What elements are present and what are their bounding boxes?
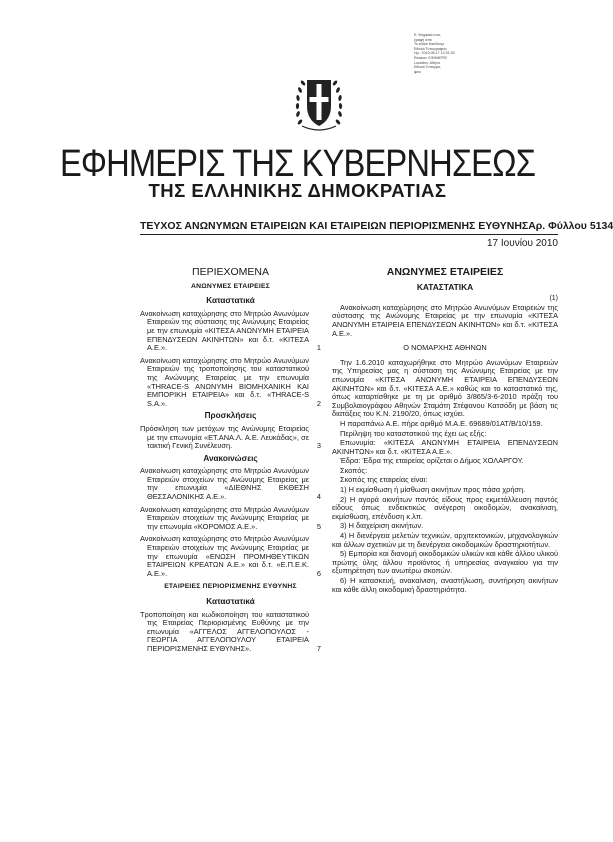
- toc-entry-text: Τροποποίηση και κωδικοποίηση του καταστατικού της Εταιρείας Περιορισμένης Ευθύνης με την επωνυμία «ΑΓΓΕΛΟΣ ΑΓΓΕΛΟΠΟΥΛΟΣ - ΓΕΩΡΓΙΑ ΑΓΓΕΛΟΠΟΥΛΟΥ ΕΤΑΙΡΕΙΑ ΠΕΡΙΟΡΙΣΜΕΝΗΣ ΕΥΘΥΝΗΣ».: [140, 609, 309, 653]
- stamp-line: Reason: ΕΦΗΜΕΡΙΣ: [414, 55, 448, 60]
- article-paragraph: Την 1.6.2010 καταχωρήθηκε στο Μητρώο Ανωνύμων Εταιρειών της Υπηρεσίας μας η σύσταση της Ανώνυμης Εταιρείας με την επωνυμία «ΚΙΤΕΣΑ ΑΝΩΝΥΜΗ ΕΤΑΙΡΕΙΑ ΕΠΕΝΔΥΣΕΩΝ ΑΚΙΝΗΤΩΝ» και δ.τ. «ΚΙΤΕΣΑ Α.Ε.» καθώς και το καταστατικό της, όπως καταρτίσθηκε με τη με αριθμό 3/865/3-6-2010 πράξη του Συμβολαιογράφου Αθηνών Σταμάτη Στέφανου Κατσόδη με βάση τις διατάξεις του Κ.Ν. 2190/20, όπως ισχύει.: [332, 357, 558, 419]
- article-paragraph: 3) Η διαχείριση ακινήτων.: [340, 521, 424, 531]
- stamp-line: γραφή από: [414, 37, 432, 42]
- toc-entry-text: Ανακοίνωση καταχώρησης στο Μητρώο Ανωνύμων Εταιρειών στοιχείων της Ανώνυμης Εταιρείας με την επωνυμία «ΕΝΩΣΗ ΠΡΟΜΗΘΕΥΤΙΚΩΝ ΕΤΑΙΡΕΙΩΝ ΚΡΕΑΤΩΝ Α.Ε.» και δ.τ. «Ε.Π.Ε.Κ. Α.Ε.».: [140, 534, 309, 578]
- toc-entry-text: Ανακοίνωση καταχώρησης στο Μητρώο Ανωνύμων Εταιρειών της τροποποίησης του καταστατικού της Ανώνυμης Εταιρείας με την επωνυμία «THRACE-S ΑΝΩΝΥΜΗ ΒΙΟΜΗΧΑΝΙΚΗ ΚΑΙ ΕΜΠΟΡΙΚΗ ΕΤΑΙΡΕΙΑ» και δ.τ. «THRACE-S S.A.».: [140, 355, 309, 408]
- article-subheading: ΚΑΤΑΣΤΑΤΙΚΑ: [416, 281, 474, 292]
- stamp-line: Ημ.: 2010.06.17 12:31:30: [414, 51, 455, 56]
- article-number: (1): [549, 295, 558, 303]
- toc-entry-text: Ανακοίνωση καταχώρησης στο Μητρώο Ανωνύμων Εταιρειών της σύστασης της Ανώνυμης Εταιρείας με την επωνυμία «ΚΙΤΕΣΑ ΑΝΩΝΥΜΗ ΕΤΑΙΡΕΙΑ ΕΠΕΝΔΥΣΕΩΝ ΑΚΙΝΗΤΩΝ» και δ.τ. «ΚΙΤΕΣΑ Α.Ε.».: [140, 308, 309, 353]
- toc-entry[interactable]: [140, 310, 321, 353]
- toc-entry[interactable]: [140, 467, 321, 501]
- article-paragraph: Περίληψη του καταστατικού της έχει ως εξής:: [340, 428, 487, 438]
- article-paragraph: 2) Η αγορά ακινήτων παντός είδους προς εκμετάλλευση παντός είδους όπως ενδεικτικώς ανέγερση οικοδομών, ανακαίνιση, εκμίσθωση, επένδυση κ.λπ.: [332, 494, 558, 521]
- article-section-heading: ΑΝΩΝΥΜΕΣ ΕΤΑΙΡΕΙΕΣ: [386, 266, 504, 278]
- toc-entry-page: 5: [316, 521, 321, 531]
- issue-name: ΤΕΥΧΟΣ ΑΝΩΝΥΜΩΝ ΕΤΑΙΡΕΙΩΝ ΚΑΙ ΕΤΑΙΡΕΙΩΝ ΠΕΡΙΟΡΙΣΜΕΝΗΣ ΕΥΘΥΝΗΣ: [140, 220, 529, 232]
- article-paragraph: 5) Εμπορία και διανομή οικοδομικών υλικών και κάθε άλλου υλικού πρώτης ύλης άλλου προϊόντος ή υπηρεσίας αναγκαίου για την εξυπηρέτηση των ανωτέρω σκοπών.: [332, 549, 558, 576]
- coat-of-arms-icon: [293, 66, 345, 136]
- issue-line: [140, 220, 613, 232]
- category-heading: Ανακοινώσεις: [203, 453, 258, 463]
- toc-entry-page: 1: [316, 343, 321, 353]
- article-intro: Ανακοίνωση καταχώρησης στο Μητρώο Ανωνύμων Εταιρειών της σύστασης της Ανώνυμης Εταιρείας με την επωνυμία «ΚΙΤΕΣΑ ΑΝΩΝΥΜΗ ΕΤΑΙΡΕΙΑ ΕΠΕΝΔΥΣΕΩΝ ΑΚΙΝΗΤΩΝ» και δ.τ. «ΚΙΤΕΣΑ Α.Ε.».: [332, 302, 558, 338]
- article-column: [332, 268, 558, 595]
- stamp-line: Εθνικό Τυπογραφείο: [414, 46, 447, 51]
- toc-entry-text: Ανακοίνωση καταχώρησης στο Μητρώο Ανωνύμων Εταιρειών στοιχείων της Ανώνυμης Εταιρείας με την επωνυμία «ΚΟΡΟΜΟΣ Α.Ε.».: [140, 504, 309, 531]
- gazette-subtitle: ΤΗΣ ΕΛΛΗΝΙΚΗΣ ΔΗΜΟΚΡΑΤΙΑΣ: [148, 180, 447, 201]
- stamp-line: Location: Αθήνα: [414, 60, 440, 65]
- toc-entry-page: 2: [316, 398, 321, 408]
- sheet-number: Αρ. Φύλλου 5134: [528, 220, 613, 232]
- section-heading: ΕΤΑΙΡΕΙΕΣ ΠΕΡΙΟΡΙΣΜΕΝΗΣ ΕΥΘΥΝΗΣ: [164, 583, 297, 591]
- stamp-line: φείο: [414, 69, 421, 74]
- category-heading: Καταστατικά: [206, 597, 255, 606]
- toc-entry-page: 7: [316, 643, 321, 653]
- section-heading: ΑΝΩΝΥΜΕΣ ΕΤΑΙΡΕΙΕΣ: [190, 282, 271, 290]
- contents-column: [140, 268, 321, 658]
- stamp-line: Ε. Ψηφιακά υπο-: [414, 33, 442, 37]
- gazette-title: ΕΦΗΜΕΡΙΣ ΤΗΣ ΚΥΒΕΡΝΗΣΕΩΣ: [59, 143, 536, 185]
- toc-entry-page: 6: [316, 568, 321, 578]
- article-paragraph: 4) Η διενέργεια μελετών τεχνικών, αρχιτεκτονικών, μηχανολογικών και άλλων σχετικών με τη διενέργεια οικοδομικών δραστηριοτήτων.: [332, 531, 558, 549]
- toc-entry-page: 4: [316, 492, 321, 502]
- article-paragraph: 6) Η κατασκευή, ανακαίνιση, αναστήλωση, συντήρηση ακινήτων και κάθε άλλη οικοδομική δραστηριότητα.: [332, 576, 558, 594]
- toc-entry-page: 3: [316, 441, 321, 451]
- toc-entry[interactable]: [140, 357, 321, 409]
- article-paragraph: Η παραπάνω Α.Ε. πήρε αριθμό Μ.Α.Ε. 69689/01ΑΤ/Β/10/159.: [340, 418, 543, 428]
- toc-entry[interactable]: [140, 506, 321, 532]
- category-heading: Καταστατικά: [206, 296, 255, 306]
- article-paragraph: Επωνυμία: «ΚΙΤΕΣΑ ΑΝΩΝΥΜΗ ΕΤΑΙΡΕΙΑ ΕΠΕΝΔΥΣΕΩΝ ΑΚΙΝΗΤΩΝ» και δ.τ. «ΚΙΤΕΣΑ Α.Ε.».: [332, 438, 558, 456]
- contents-heading: ΠΕΡΙΕΧΟΜΕΝΑ: [191, 266, 270, 278]
- article-paragraph: Σκοπός της εταιρείας είναι:: [340, 475, 428, 485]
- masthead-divider: [140, 234, 558, 235]
- article-paragraph: 1) Η εκμίσθωση ή μίσθωση ακινήτων προς πάσα χρήση.: [340, 485, 526, 495]
- toc-entry[interactable]: [140, 611, 321, 654]
- issue-date: 17 Ιουνίου 2010: [487, 238, 558, 249]
- article-paragraph: Έδρα: Έδρα της εταιρείας ορίζεται ο Δήμος ΧΟΛΑΡΓΟΥ.: [340, 456, 524, 466]
- category-heading: Προσκλήσεις: [204, 411, 257, 421]
- article-paragraph: Σκοπός:: [340, 465, 368, 475]
- stamp-line: Το ειδικό Κατάλογο: [414, 42, 445, 47]
- authority-line: Ο ΝΟΜΑΡΧΗΣ ΑΘΗΝΩΝ: [403, 343, 487, 353]
- toc-entry-text: Πρόσκληση των μετόχων της Ανώνυμης Εταιρείας με την επωνυμία «ΕΤ.ΑΝΑ.Λ. Α.Ε. Λευκάδας», σε τακτική Γενική Συνέλευση.: [140, 423, 309, 451]
- toc-entry-text: Ανακοίνωση καταχώρησης στο Μητρώο Ανωνύμων Εταιρειών στοιχείων της Ανώνυμης Εταιρείας με την επωνυμία «ΔΙΕΘΝΗΣ ΕΚΘΕΣΗ ΘΕΣΣΑΛΟΝΙΚΗΣ Α.Ε.».: [140, 466, 309, 502]
- toc-entry[interactable]: [140, 535, 321, 578]
- stamp-line: Εθνικό Τυπογρα-: [414, 65, 442, 70]
- toc-entry[interactable]: [140, 425, 321, 451]
- digital-signature-stamp: [414, 33, 476, 74]
